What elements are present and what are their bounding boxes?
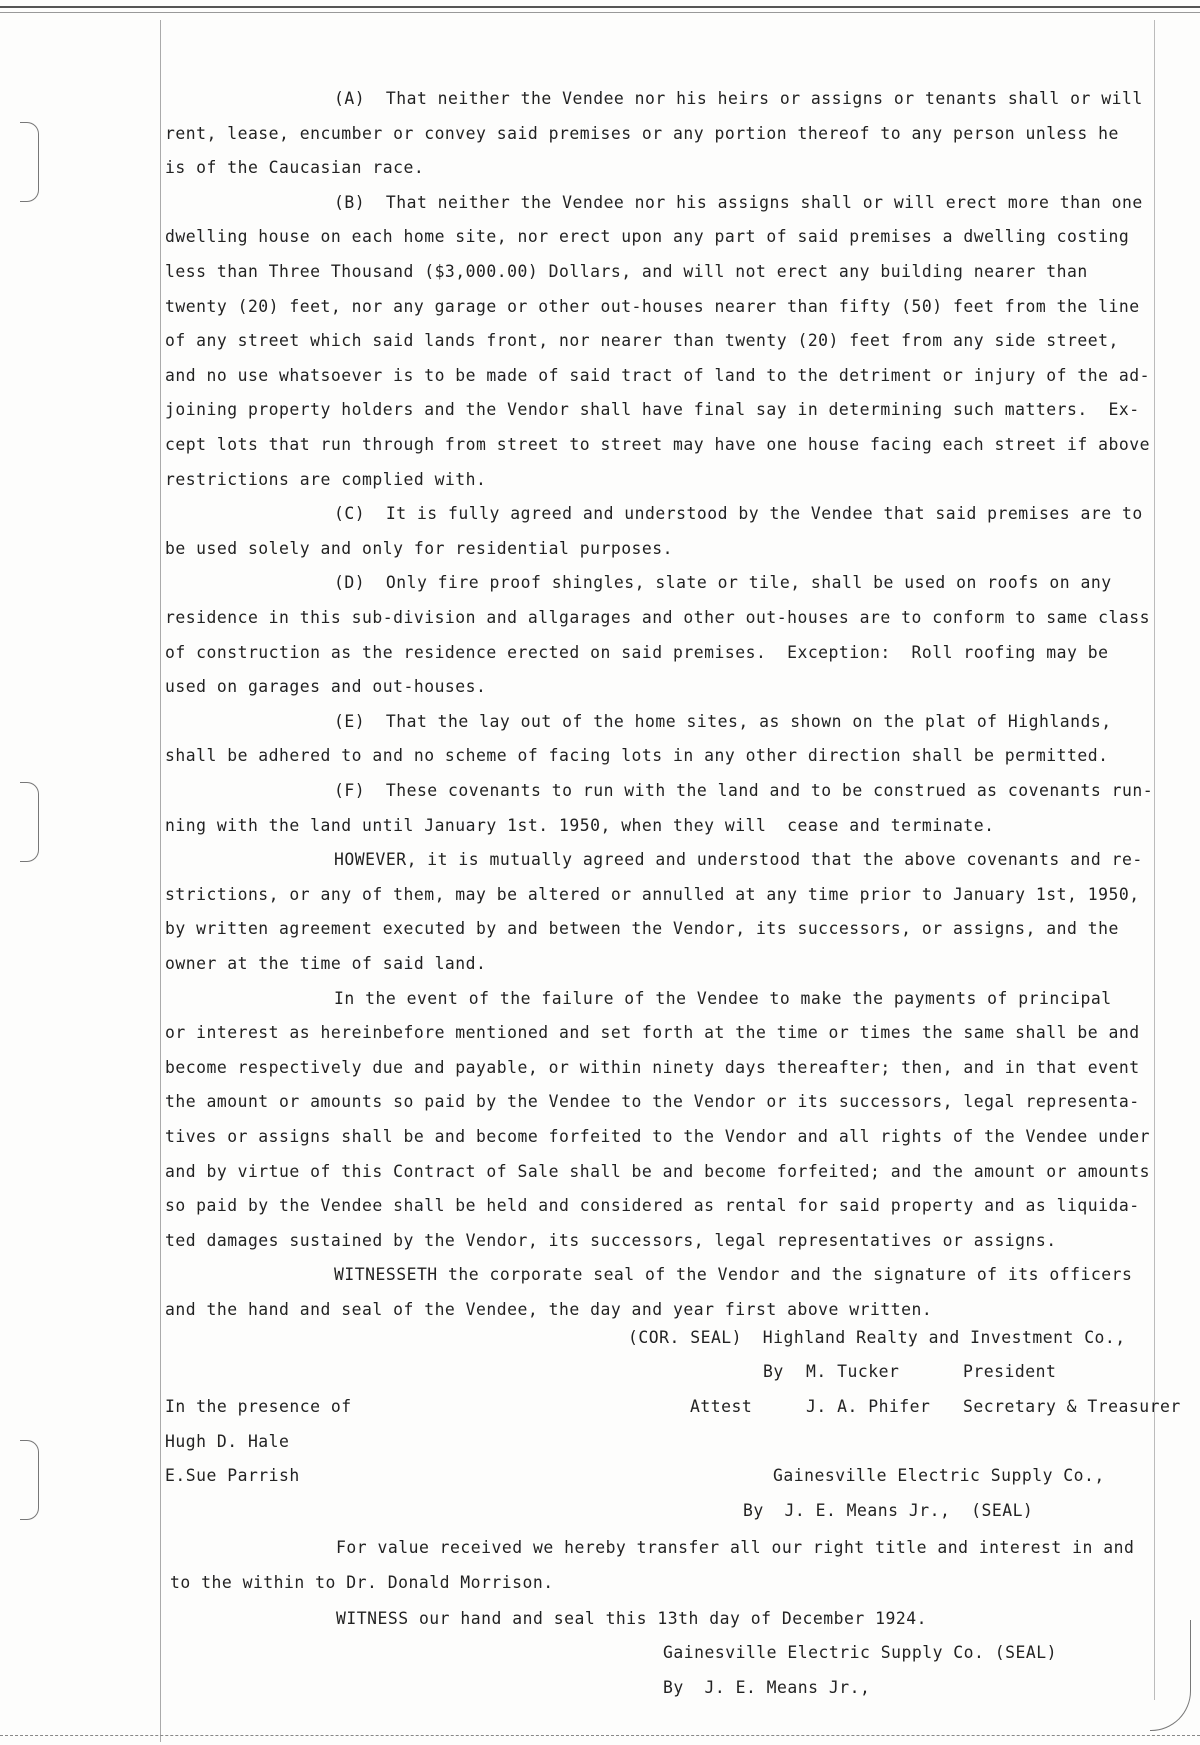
president-title: President (963, 1362, 1057, 1381)
paragraph-line: twenty (20) feet, nor any garage or other out-houses nearer than fifty (50) feet from the line (165, 297, 1140, 316)
paragraph-line: HOWEVER, it is mutually agreed and understood that the above covenants and re- (334, 850, 1143, 869)
paragraph-line: tives or assigns shall be and become forfeited to the Vendor and all rights of the Vendee under (165, 1127, 1150, 1146)
paragraph-line: and no use whatsoever is to be made of said tract of land to the detriment or injury of the ad- (165, 366, 1150, 385)
paragraph-line: cept lots that run through from street to street may have one house facing each street if above (165, 435, 1150, 454)
paragraph-line: of construction as the residence erected on said premises. Exception: Roll roofing may be (165, 643, 1109, 662)
paragraph-line: shall be adhered to and no scheme of facing lots in any other direction shall be permitted. (165, 746, 1109, 765)
attest-label: Attest (690, 1397, 753, 1416)
paragraph-line: owner at the time of said land. (165, 954, 487, 973)
transfer-text: to the within to Dr. Donald Morrison. (170, 1573, 554, 1592)
paragraph-line: become respectively due and payable, or within ninety days thereafter; then, and in that event (165, 1058, 1140, 1077)
secretary-signature: J. A. Phifer (806, 1397, 931, 1416)
by-label: By (763, 1362, 784, 1381)
paragraph-line: dwelling house on each home site, nor erect upon any part of said premises a dwelling costing (165, 227, 1130, 246)
paragraph-line: residence in this sub-division and allgarages and other out-houses are to conform to same class (165, 608, 1150, 627)
paragraph-line: WITNESSETH the corporate seal of the Vendor and the signature of its officers (334, 1265, 1133, 1284)
company-name: Gainesville Electric Supply Co., (773, 1466, 1105, 1485)
binder-hole-icon (20, 782, 39, 862)
witness-name: Hugh D. Hale (165, 1432, 290, 1451)
transfer-signature: By J. E. Means Jr., (663, 1678, 871, 1697)
paragraph-line: less than Three Thousand ($3,000.00) Dollars, and will not erect any building nearer than (165, 262, 1088, 281)
paragraph-line: ning with the land until January 1st. 1950, when they will cease and terminate. (165, 816, 995, 835)
paragraph-line: In the event of the failure of the Vendee to make the payments of principal (334, 989, 1112, 1008)
transfer-company: Gainesville Electric Supply Co. (SEAL) (663, 1643, 1057, 1662)
president-signature: M. Tucker (806, 1362, 900, 1381)
paragraph-line: joining property holders and the Vendor shall have final say in determining such matters. Ex- (165, 400, 1140, 419)
presence-label: In the presence of (165, 1397, 352, 1416)
page-curl (1150, 1620, 1191, 1731)
paragraph-line: and by virtue of this Contract of Sale shall be and become forfeited; and the amount or amounts (165, 1162, 1150, 1181)
left-margin-line (160, 20, 161, 1742)
paragraph-line: (F) These covenants to run with the land and to be construed as covenants run- (334, 781, 1154, 800)
right-margin-line (1154, 20, 1155, 1700)
corporate-seal-line: (COR. SEAL) Highland Realty and Investment Co., (628, 1328, 1126, 1347)
paragraph-line: (B) That neither the Vendee nor his assigns shall or will erect more than one (334, 193, 1143, 212)
paragraph-line: the amount or amounts so paid by the Vendee to the Vendor or its successors, legal representa- (165, 1092, 1140, 1111)
witness-name: E.Sue Parrish (165, 1466, 300, 1485)
paragraph-line: by written agreement executed by and between the Vendor, its successors, or assigns, and the (165, 919, 1119, 938)
top-rule (0, 6, 1200, 13)
bottom-rule (0, 1735, 1200, 1736)
paragraph-line: of any street which said lands front, nor nearer than twenty (20) feet from any side street, (165, 331, 1119, 350)
paragraph-line: restrictions are complied with. (165, 470, 487, 489)
paragraph-line: so paid by the Vendee shall be held and considered as rental for said property and as liquida- (165, 1196, 1140, 1215)
paragraph-line: rent, lease, encumber or convey said premises or any portion thereof to any person unless he (165, 124, 1119, 143)
paragraph-line: (C) It is fully agreed and understood by the Vendee that said premises are to (334, 504, 1143, 523)
transfer-text: For value received we hereby transfer all our right title and interest in and (336, 1538, 1135, 1557)
paragraph-line: (A) That neither the Vendee nor his heirs or assigns or tenants shall or will (334, 89, 1143, 108)
paragraph-line: (D) Only fire proof shingles, slate or tile, shall be used on roofs on any (334, 573, 1112, 592)
transfer-witness: WITNESS our hand and seal this 13th day of December 1924. (336, 1609, 927, 1628)
secretary-title: Secretary & Treasurer (963, 1397, 1181, 1416)
paragraph-line: and the hand and seal of the Vendee, the day and year first above written. (165, 1300, 933, 1319)
paragraph-line: (E) That the lay out of the home sites, as shown on the plat of Highlands, (334, 712, 1112, 731)
paragraph-line: ted damages sustained by the Vendor, its successors, legal representatives or assigns. (165, 1231, 1057, 1250)
paragraph-line: used on garages and out-houses. (165, 677, 487, 696)
paragraph-line: or interest as hereinbefore mentioned and set forth at the time or times the same shall be and (165, 1023, 1140, 1042)
paragraph-line: is of the Caucasian race. (165, 158, 425, 177)
binder-hole-icon (20, 1440, 39, 1520)
paragraph-line: strictions, or any of them, may be altered or annulled at any time prior to January 1st, 1950, (165, 885, 1140, 904)
paragraph-line: be used solely and only for residential purposes. (165, 539, 674, 558)
company-signature: By J. E. Means Jr., (SEAL) (743, 1501, 1034, 1520)
binder-hole-icon (20, 122, 39, 202)
